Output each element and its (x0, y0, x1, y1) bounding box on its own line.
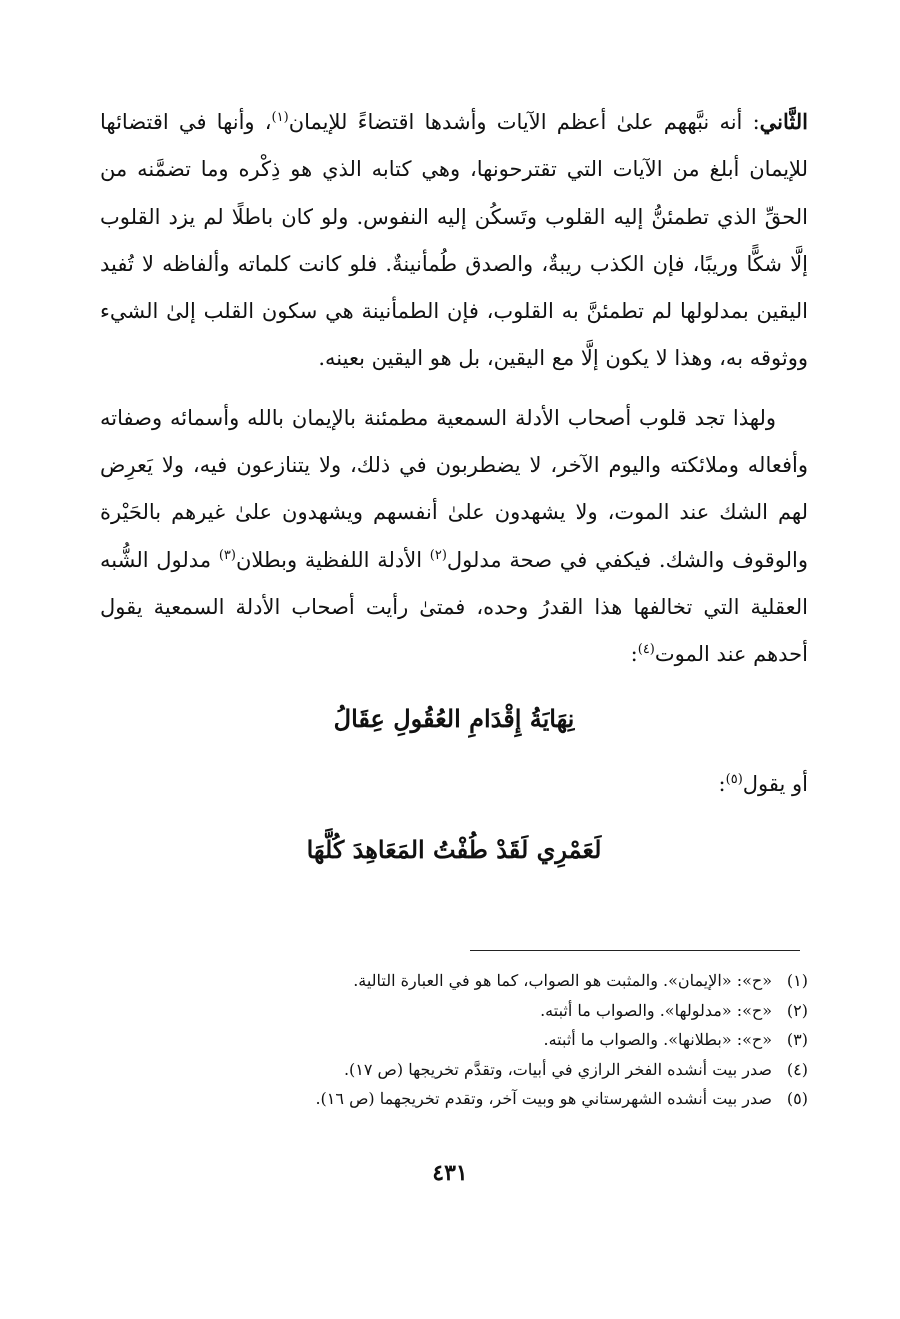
footnote-number: (٥) (786, 1089, 808, 1108)
verse-2-intro (100, 761, 808, 808)
footnote-text: صدر بيت أنشده الفخر الرازي في أبيات، وتقدَّم تخريجها (ص ١٧). (343, 1059, 772, 1079)
footnote-item (100, 966, 808, 996)
page-number: ٤٣١ (432, 1160, 468, 1186)
paragraph-2 (100, 395, 808, 679)
verse-2-intro-text: أو يقول (742, 771, 808, 796)
footnote-ref-3[interactable]: (٣) (218, 547, 236, 563)
paragraph-2-segment-1: ولهذا تجد قلوب أصحاب الأدلة السمعية مطمئنة بالإيمان بالله وأسمائه وصفاته وأفعاله وملائكته واليوم الآخر، لا يضطربون في ذلك، ولا يتنازعون فيه، ولا يَعرِض لهم الشك عند الموت، ولا يشهدون علىٰ أنفسهم ويشهدون علىٰ غيرهم بالحَيْرة والوقوف والشك. فيكفي في صحة مدلول (100, 405, 808, 572)
footnote-number: (١) (786, 971, 808, 990)
footnote-text: صدر بيت أنشده الشهرستاني هو وبيت آخر، وتقدم تخريجهما (ص ١٦). (315, 1089, 772, 1108)
footnote-number: (٢) (786, 1000, 808, 1020)
verse-2-intro-tail: : (718, 771, 726, 796)
footnote-item (100, 996, 808, 1026)
paragraph-1 (100, 98, 808, 383)
main-text (100, 98, 808, 892)
paragraph-1-segment-2: ، وأنها في اقتضائها للإيمان أبلغ من الآيات التي تقترحونها، وهي كتابه الذي هو ذِكْره وما تضمَّنه من الحقِّ الذي تطمئنُّ إليه القلوب وتَسكُن إليه النفوس. ولو كان باطلًا لم يزد القلوب إلَّا شكًّا وريبًا، فإن الكذب ريبةٌ، والصدق طُمأنينةٌ. فلو كانت كلماته وألفاظه لا تُفيد اليقين بمدلولها لم تطمئنَّ به القلوب، فإن الطمأنينة هي سكون القلب إلىٰ الشيء ووثوقه به، وهذا لا يكون إلَّا مع اليقين، بل هو اليقين بعينه. (100, 110, 808, 371)
paragraph-2-segment-3: مدلول الشُّبه العقلية التي تخالفها هذا القدرُ وحده، فمتىٰ رأيت أصحاب الأدلة السمعية يقول أحدهم عند الموت (100, 547, 808, 667)
footnote-number: (٤) (786, 1059, 808, 1079)
footnote-ref-5[interactable]: (٥) (725, 771, 743, 787)
verse-1: نِهَايَةُ إِقْدَامِ العُقُولِ عِقَالُ (333, 703, 575, 733)
paragraph-2-segment-2: الأدلة اللفظية وبطلان (235, 547, 430, 572)
footnote-item (100, 1084, 808, 1114)
footnote-text: «ح»: «مدلولها». والصواب ما أثبته. (540, 1000, 772, 1020)
paragraph-2-segment-4: : (630, 642, 638, 667)
footnote-item (100, 1025, 808, 1055)
verse-2: لَعَمْرِي لَقَدْ طُفْتُ المَعَاهِدَ كُلَّهَا (306, 834, 602, 864)
footnote-text: «ح»: «بطلانها». والصواب ما أثبته. (543, 1030, 772, 1049)
footnote-text: «ح»: «الإيمان». والمثبت هو الصواب، كما هو في العبارة التالية. (353, 971, 772, 990)
footnote-divider (470, 950, 800, 951)
paragraph-1-segment-1: : أنه نبَّههم علىٰ أعظم الآيات وأشدها اقتضاءً للإيمان (288, 110, 760, 134)
lead-word: الثَّاني (759, 109, 808, 134)
footnote-item (100, 1055, 808, 1085)
footnote-ref-2[interactable]: (٢) (429, 547, 447, 563)
footnote-number: (٣) (786, 1030, 808, 1049)
footnote-ref-4[interactable]: (٤) (637, 642, 655, 658)
footnote-ref-1[interactable]: (١) (271, 110, 289, 125)
footnotes-list (100, 966, 808, 1114)
